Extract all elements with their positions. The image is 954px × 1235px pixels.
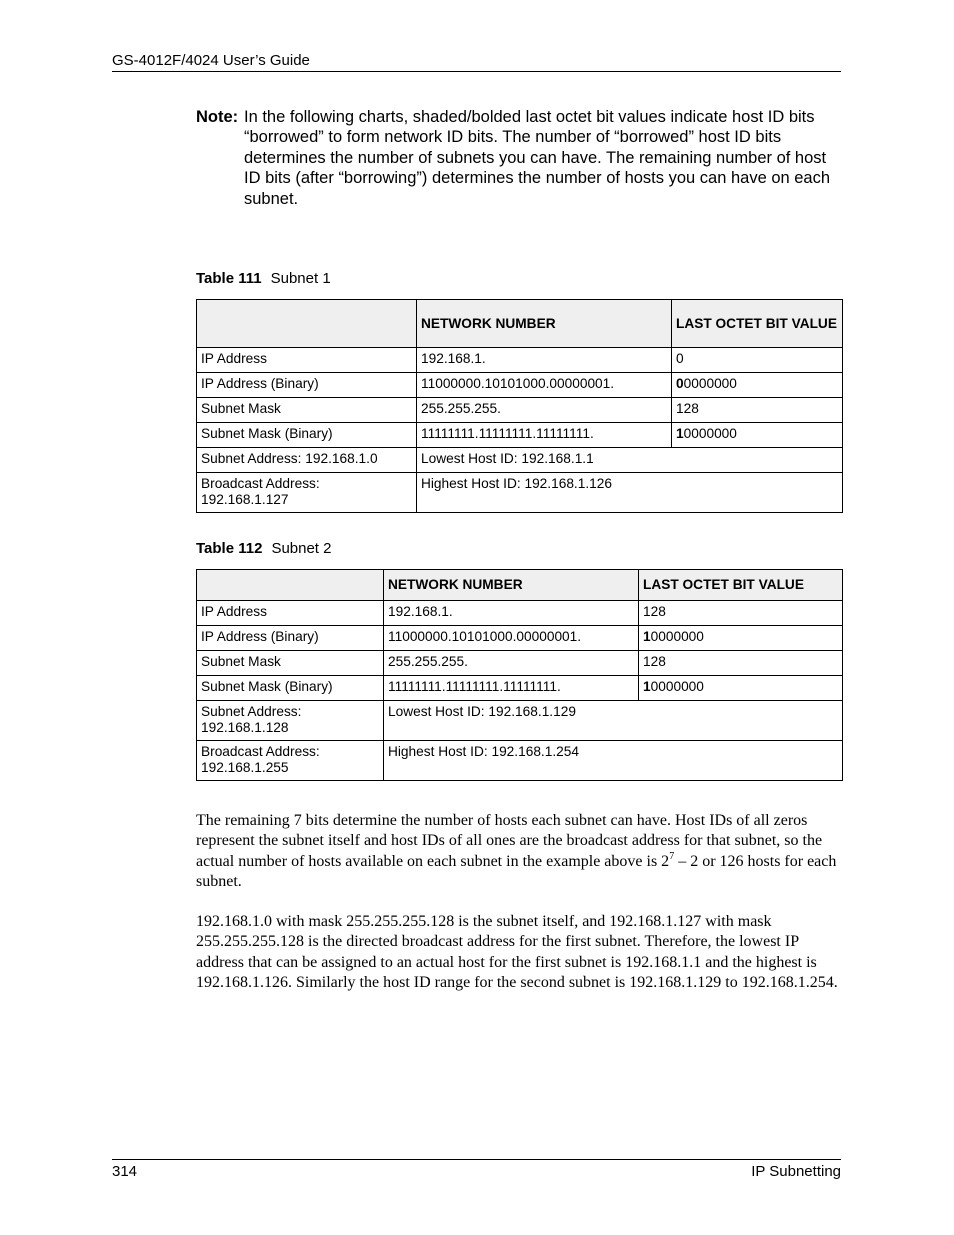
table-row bbox=[197, 473, 843, 513]
paragraph-text-end: – 2 or 126 hosts for each subnet. bbox=[196, 852, 837, 891]
row-label: IP Address bbox=[197, 601, 384, 626]
remaining-bits: 0000000 bbox=[650, 679, 704, 694]
header-network-number: NETWORK NUMBER bbox=[417, 300, 672, 348]
broadcast-address-cell bbox=[197, 473, 417, 513]
table-row bbox=[197, 448, 843, 473]
table-row bbox=[197, 676, 843, 701]
last-octet-value bbox=[639, 626, 843, 651]
last-octet-value bbox=[672, 423, 843, 448]
footer-divider bbox=[112, 1159, 841, 1160]
remaining-bits: 0000000 bbox=[683, 376, 737, 391]
lowest-host-cell: Lowest Host ID: 192.168.1.129 bbox=[384, 701, 843, 741]
network-value: 11111111.11111111.11111111. bbox=[417, 423, 672, 448]
remaining-bits: 128 bbox=[643, 654, 666, 669]
hosts-explanation-paragraph bbox=[196, 811, 842, 893]
highest-host-cell: Highest Host ID: 192.168.1.126 bbox=[417, 473, 843, 513]
lowest-host-cell: Lowest Host ID: 192.168.1.1 bbox=[417, 448, 843, 473]
network-value: 11000000.10101000.00000001. bbox=[384, 626, 639, 651]
row-label: Subnet Mask bbox=[197, 651, 384, 676]
broadcast-label: Broadcast Address: bbox=[201, 744, 320, 759]
remaining-bits: 128 bbox=[676, 401, 699, 416]
table-row bbox=[197, 626, 843, 651]
last-octet-value bbox=[672, 373, 843, 398]
header-last-octet: LAST OCTET BIT VALUE bbox=[639, 570, 843, 601]
last-octet-value bbox=[639, 651, 843, 676]
borrowed-bits: 1 bbox=[643, 629, 651, 644]
header-cell-blank bbox=[197, 300, 417, 348]
subnet-address-cell bbox=[197, 701, 384, 741]
paragraph-text: The remaining 7 bits determine the number of hosts each subnet can have. Host IDs of all zeros represent the subnet itself and host IDs of all ones are the broadcast address for that subnet, so the actual number of hosts available on each subnet in the example above is 2 bbox=[196, 812, 823, 870]
remaining-bits: 0000000 bbox=[650, 629, 704, 644]
borrowed-bits: 1 bbox=[676, 426, 684, 441]
table-header-row bbox=[197, 570, 843, 601]
last-octet-value bbox=[672, 398, 843, 423]
borrowed-bits: 0 bbox=[676, 376, 684, 391]
remaining-bits: 0000000 bbox=[683, 426, 737, 441]
broadcast-address-cell bbox=[197, 741, 384, 781]
row-label: Subnet Mask bbox=[197, 398, 417, 423]
network-value: 255.255.255. bbox=[384, 651, 639, 676]
note-text: In the following charts, shaded/bolded last octet bit values indicate host ID bits “borrowed” to form network ID bits. The number of “borrowed” host ID bits determines the number of subnets you can have. The remaining number of host ID bits (after “borrowing”) determines the number of hosts you can have on each subnet. bbox=[244, 108, 831, 208]
broadcast-label: Broadcast Address: bbox=[201, 476, 320, 491]
highest-host-cell: Highest Host ID: 192.168.1.254 bbox=[384, 741, 843, 781]
network-value: 192.168.1. bbox=[384, 601, 639, 626]
row-label: IP Address (Binary) bbox=[197, 373, 417, 398]
running-header: GS-4012F/4024 User’s Guide bbox=[112, 52, 310, 69]
borrowed-bits: 1 bbox=[643, 679, 651, 694]
subnet-address-value: 192.168.1.128 bbox=[201, 720, 289, 735]
table-row bbox=[197, 701, 843, 741]
network-value: 11111111.11111111.11111111. bbox=[384, 676, 639, 701]
host-range-paragraph: 192.168.1.0 with mask 255.255.255.128 is the subnet itself, and 192.168.1.127 with mask 255.255.255.128 is the directed broadcast address for the first subnet. Therefore, the lowest IP address that can be assigned to an actual host for the first subnet is 192.168.1.1 and the highest is 192.168.1.126. Similarly the host ID range for the second subnet is 192.168.1.129 to 192.168.1.254. bbox=[196, 913, 838, 992]
table-111-caption bbox=[196, 270, 331, 287]
network-value: 255.255.255. bbox=[417, 398, 672, 423]
table-112-title: Subnet 2 bbox=[271, 540, 332, 557]
table-row bbox=[197, 741, 843, 781]
last-octet-value bbox=[672, 348, 843, 373]
header-divider bbox=[112, 71, 841, 72]
network-value: 192.168.1. bbox=[417, 348, 672, 373]
table-row bbox=[197, 398, 843, 423]
section-title: IP Subnetting bbox=[751, 1163, 841, 1180]
row-label: IP Address (Binary) bbox=[197, 626, 384, 651]
header-last-octet: LAST OCTET BIT VALUE bbox=[672, 300, 843, 348]
last-octet-value bbox=[639, 676, 843, 701]
subnet-address-cell: Subnet Address: 192.168.1.0 bbox=[197, 448, 417, 473]
last-octet-value bbox=[639, 601, 843, 626]
table-111-label: Table 111 bbox=[196, 270, 262, 287]
subnet-2-table bbox=[196, 569, 843, 781]
table-112-caption bbox=[196, 540, 332, 557]
subnet-address-label: Subnet Address: bbox=[201, 704, 302, 719]
row-label: Subnet Mask (Binary) bbox=[197, 676, 384, 701]
table-112-label: Table 112 bbox=[196, 540, 263, 557]
network-value: 11000000.10101000.00000001. bbox=[417, 373, 672, 398]
exponent: 7 bbox=[669, 850, 675, 862]
note-label: Note: bbox=[196, 108, 239, 126]
row-label: IP Address bbox=[197, 348, 417, 373]
header-network-number: NETWORK NUMBER bbox=[384, 570, 639, 601]
row-label: Subnet Mask (Binary) bbox=[197, 423, 417, 448]
remaining-bits: 0 bbox=[676, 351, 684, 366]
note-block bbox=[196, 107, 841, 209]
broadcast-value: 192.168.1.127 bbox=[201, 492, 289, 507]
table-row bbox=[197, 651, 843, 676]
table-row bbox=[197, 423, 843, 448]
table-111-title: Subnet 1 bbox=[270, 270, 331, 287]
header-cell-blank bbox=[197, 570, 384, 601]
table-row bbox=[197, 601, 843, 626]
broadcast-value: 192.168.1.255 bbox=[201, 760, 289, 775]
table-row bbox=[197, 348, 843, 373]
subnet-1-table bbox=[196, 299, 843, 513]
table-header-row bbox=[197, 300, 843, 348]
remaining-bits: 128 bbox=[643, 604, 666, 619]
page-number: 314 bbox=[112, 1163, 138, 1180]
table-row bbox=[197, 373, 843, 398]
